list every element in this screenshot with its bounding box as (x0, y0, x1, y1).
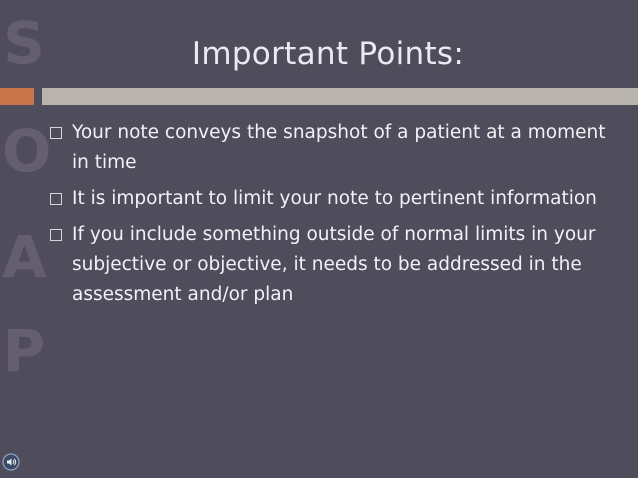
title-rule-bar (42, 88, 638, 105)
bullet-list (48, 118, 628, 316)
bullet-item (48, 220, 628, 310)
slide-title: Important Points: (191, 36, 465, 72)
side-letter-a: A (2, 223, 47, 291)
side-letter-o: O (2, 117, 52, 185)
hollow-square-icon (50, 127, 62, 139)
bullet-text: Your note conveys the snapshot of a patient at a moment in time (72, 122, 606, 173)
bullet-item (48, 184, 628, 214)
side-letter-s: S (3, 9, 45, 77)
hollow-square-icon (50, 229, 62, 241)
speaker-icon[interactable] (2, 453, 20, 471)
bullet-item (48, 118, 628, 178)
side-letter-p: P (2, 317, 46, 385)
hollow-square-icon (50, 193, 62, 205)
bullet-text: It is important to limit your note to pertinent information (72, 188, 597, 209)
title-rule-accent (0, 88, 34, 105)
bullet-text: If you include something outside of normal limits in your subjective or objective, it needs to be addressed in the assessment and/or plan (72, 224, 596, 305)
